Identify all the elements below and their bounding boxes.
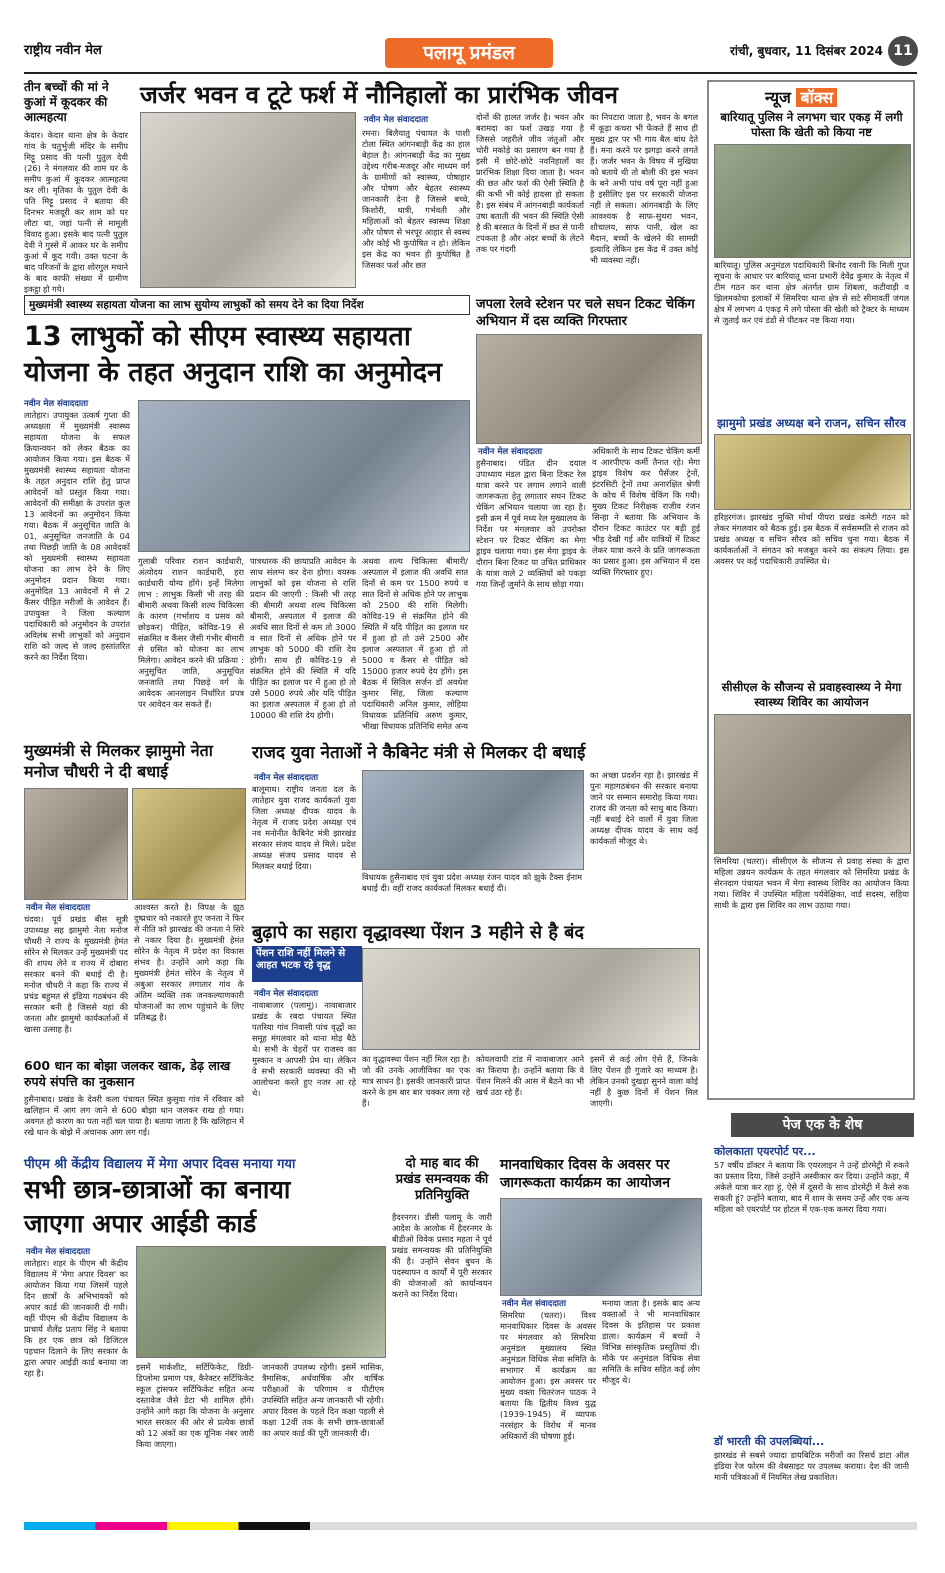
poppy-field-photo <box>714 144 911 258</box>
japla-headline: जपला रेलवे स्टेशन पर चले सघन टिकट चेकिंग अभियान में दस व्यक्ति गिरफ्तार <box>476 297 695 329</box>
manavadhikar-col1: सिमरिया (चतरा)। विश्व मानवाधिकार दिवस के अवसर पर मंगलवार को सिमरिया अनुमंडल मुख्यालय स्थित अनुमंडल विधिक सेवा समिति के सभागार में कार्यक्रम का आयोजन हुआ। इस अवसर पर मुख्य वक्ता चितरंजन पाठक ने बताया कि द्वितीय विश्व युद्ध (1939-1945) में व्यापक नरसंहार के विरोध में मानव अधिकारों की घोषणा हुई। <box>500 1310 596 1441</box>
samanvay-text: हैदरनगर। डीसी पलामू के जारी आदेश के आलोक में हैदरनगर के बीडीओ विवेक प्रसाद महता ने पूर्व प्रखंड समन्वयक की प्रतिनियुक्ति की है। उन्होंने सेवन बुधन के पदस्थापन व कार्यों में पूरी सरकार की योजनाओं को कार्यान्वयन कराने का निर्देश दिया। <box>392 1212 492 1299</box>
manavadhikar-headline: मानवाधिकार दिवस के अवसर पर जागरूकता कार्यक्रम का आयोजन <box>500 1157 670 1191</box>
shesh1-headline: कोलकाता एयरपोर्ट पर... <box>714 1145 816 1158</box>
samanvay-headline: दो माह बाद की प्रखंड समन्वयक की प्रतिनियुक्ति <box>395 1156 489 1203</box>
anganwadi-photo <box>140 112 356 288</box>
jarjar-headline: जर्जर भवन व टूटे फर्श में नौनिहालों का प्रारंभिक जीवन <box>140 81 618 109</box>
apaar-photo <box>136 1246 386 1358</box>
rjd-photo <box>362 770 584 870</box>
apaar-headline-1: सभी छात्र-छात्राओं का बनाया <box>24 1175 291 1204</box>
apaar-col3: जानकारी उपलब्ध रहेगी। इसमें मासिक, त्रैमासिक, अर्धवार्षिक और वार्षिक परीक्षाओं के परिणाम व पीटीएम उपस्थिति सहित अन्य जानकारी भी रहेगी। अपार दिवस के पहले दिन कक्षा पहली से कक्षा 12वीं तक के सभी छात्र-छात्राओं का अपार कार्ड की पूरी जानकारी दी। <box>262 1362 384 1438</box>
manavadhikar-byline: नवीन मेल संवाददाता <box>502 1299 567 1309</box>
manavadhikar-col2: मनाया जाता है। इसके बाद अन्य वक्ताओं ने भी मानवाधिकार दिवस के इतिहास पर प्रकाश डाला। कार्यक्रम में बच्चों ने विभिन्न सांस्कृतिक प्रस्तुतियां दी। मौके पर अनुमंडल विधिक सेवा समिति के सचिव सहित कई लोग मौजूद थे। <box>602 1298 700 1385</box>
vridhavastha-col2: का वृद्धावस्था पेंशन नहीं मिल रहा है। जो की उनके आजीविका का एक मात्र साधन है। इसकी जानकारी प्राप्त करने के हम बार बार चक्कर लगा रहे हैं। <box>362 1054 470 1108</box>
apaar-headline-2: जाएगा अपार आईडी कार्ड <box>24 1209 257 1238</box>
sidebar-item3-text: सिमरिया (चतरा)। सीसीएल के सौजन्य से प्रवाह संस्था के द्वारा महिला उन्नयन कार्यक्रम के तहत मंगलवार को सिमरिया प्रखंड के सेरनदाग पंचायत भवन में मेगा स्वास्थ्य शिविर का आयोजन किया गया। शिविर में उपस्थित महिला पर्यवेक्षिका, वार्ड सदस्य, सहिया साथी के द्वारा इस शिविर का लाभ उठाया गया। <box>714 856 909 910</box>
jmm-photo <box>714 434 911 510</box>
jalkhak-text: हुसैनाबाद। प्रखंड के देवरी कला पंचायत स्थित कुसुवा गांव में रविवार को खलिहान में आग लग जाने से 600 बोझा धान जलकर राख हो गया। अवगत हो कारण का पता नहीं चल पाया है। बताया जाता है कि खलिहान में रखे धान के बोझे में अचानक आग लग गई। <box>24 1094 244 1137</box>
manoj-photo-1 <box>24 788 128 900</box>
manoj-col2: आश्वस्त करते है। विपक्ष के झूठ दुष्प्रचार को नकारते हुए जनता ने फिर से नीति को झारखंड की जनता ने सिरे से नकार दिया है। मुख्यमंत्री हेमंत सोरेन के नेतृत्व में प्रदेश का विकास संभव है। उन्होंने आगे कहा कि मुख्यमंत्री हेमंत सोरेन के नेतृत्व में अबुआ सरकार लगातार गांव के अंतिम व्यक्ति तक जनकल्याणकारी योजनाओं का लाभ पहुंचाने के लिए प्रतिबद्ध है। <box>134 902 244 1022</box>
sidebar-item1-headline: बारियातू पुलिस ने लगभग चार एकड़ में लगी पोस्ता कि खेती को किया नष्ट <box>720 110 903 139</box>
rjd-col2: विधायक हुसैनाबाद एवं युवा प्रदेश अध्यक्ष रंजन यादव को झुके टैक्स ईनाम बधाई दी। वहीं राजद कार्यकर्ता मिलकर बधाई दी। <box>362 872 582 893</box>
vridhavastha-col4: इसमें से कई लोग ऐसे हैं, जिनके लिए पेंशन ही गुजारे का माध्यम है। लेकिन उनको दुखड़ा सुनने वाला कोई नहीं है कुछ दिनों में पेंशन मिल जाएगी। <box>590 1054 698 1108</box>
shesh-banner: पेज एक के शेष <box>731 1113 914 1137</box>
cm-col3: पात्रधारक की छायाप्रति आवेदन के साथ संलग्न कर देना होगा। वयस्क लाभुकों को इस योजना से राशि प्रदान की जाएगी : किसी भी तरह की बीमारी अथवा शल्य चिकित्सा बीमारी, अस्पताल में इलाज की अवधि सात दिनों से कम तो 3000 व सात दिनों से अधिक होने पर लाभुक को 5000 की राशि देय होगी। साथ ही कोविड-19 से संक्रमित होने की स्थिति में यदि पीड़ित का इलाज घर में हुआ हो तो उसे 5000 रुपये और यदि पीड़ित का इलाज अस्पताल में हुआ हो तो 10000 की राशि देय होगी। <box>250 556 356 720</box>
dateline: रांची, बुधवार, 11 दिसंबर 2024 <box>730 44 883 58</box>
rjd-col3: का अच्छा प्रदर्शन रहा है। झारखंड में पुनः महागठबंधन की सरकार बनाया जाने पर सम्मान समारोह किया गया। राजद की जनता को साधु बाद किया। नहीं बधाई देने वालों में युवा जिला अध्यक्ष दीपक यादव के साथ कई कार्यकर्ता मौजूद थे। <box>590 770 698 846</box>
manoj-photo-2 <box>132 788 246 900</box>
japla-photo <box>476 334 702 444</box>
jarjar-col3: का निपटारा जाता है, भवन के बगल में कूड़ा कचरा भी फेंकते हैं साथ ही मुख्य द्वार पर भी गाय बैल बांध देते हैं। मना करने पर झगड़ा करने लगते हैं। जर्जर भवन के विषय में मुखिया को बताये थी तो बोली की इस भवन के बने अभी पांच वर्ष पूरा नहीं हुआ है इसीलिए इस पर सरकारी योजना नहीं ले सकता। आंगनबाड़ी के लिए आवश्यक है साफ-सुथरा भवन, शौचालय, साफ पानी, खेल का मैदान, बच्चों के खेलने की सामग्री इत्यादि लेकिन इस केंद्र में उक्त कोई भी व्यवस्था नहीं। <box>590 112 698 265</box>
apaar-col1: लातेहार। शहर के पीएम श्री केंद्रीय विद्यालय में 'मेगा अपार दिवस' का आयोजन किया गया जिसमें पहले दिन छात्रों के अभिभावकों को अपार कार्ड की जानकारी दी गयी। वहीं पीएम श्री केंद्रीय विद्यालय के प्राचार्य शैलेंद्र प्रताप सिंह ने बताया कि हर एक छात्र को डिजिटल पहचान दिलाने के लिए सरकार के द्वारा अपार आईडी कार्ड बनाया जा रहा है। <box>24 1258 128 1378</box>
manavadhikar-photo <box>500 1198 702 1296</box>
health-camp-photo <box>714 714 911 854</box>
header-rule <box>24 72 917 74</box>
manoj-headline: मुख्यमंत्री से मिलकर झामुमो नेता मनोज चौधरी ने दी बधाई <box>24 741 213 781</box>
vridhavastha-byline: नवीन मेल संवाददाता <box>254 989 319 999</box>
cm-headline-2: योजना के तहत अनुदान राशि का अनुमोदन <box>24 357 443 388</box>
jalkhak-headline: 600 धान का बोझा जलकर खाक, डेढ़ लाख रुपये संपत्ति का नुकसान <box>24 1058 231 1089</box>
shesh2-headline: डॉ भारती की उपलब्धियां... <box>714 1435 825 1448</box>
sidebar-item2-headline: झामुमो प्रखंड अध्यक्ष बने राजन, सचिन सौरव <box>717 416 906 430</box>
shesh2-text: झारखंड से सबसे ज्यादा डायबिटिक मरीजों का रिसर्च डाटा ऑल इंडिया रेज फोरम की वेबसाइट पर उपलब्ध कराया। देश की जानी मानी पत्रिकाओं में नियमित लेख प्रकाशित। <box>714 1450 909 1482</box>
cm-headline-1: 13 लाभुकों को सीएम स्वास्थ्य सहायता <box>24 321 411 352</box>
vridhavastha-col1: नावाबाजार (पलामू)। नावाबाजार प्रखंड के रबदा पंचायत स्थित पतरिया गांव निवासी पांच वृद्धों का समूह मंगलवार को थाना मोड़ बैठे थे। सभी के चेहरों पर राजस्व का मुस्कान व आपसी प्रेम था। लेकिन वे सभी सरकारी व्यवस्था की भी आलोचना करते हुए नजर आ रहे थे। <box>252 1000 356 1098</box>
cm-col1: लातेहार। उपायुक्त उत्कर्ष गुप्ता की अध्यक्षता में मुख्यमंत्री स्वास्थ्य सहायता योजना के सफल क्रियान्वयन को लेकर बैठक का आयोजन किया गया। इस बैठक में मुख्यमंत्री स्वास्थ्य सहायता योजना के तहत अनुदान राशि हेतु प्राप्त आवेदनों को प्रस्तुत किया गया। आवेदनों की समीक्षा के उपरांत कुल 13 आवेदनों का अनुमोदन किया गया। बैठक में अनुसूचित जाति के 01, अनुसूचित जनजाति के 04 तथा पिछड़ी जाति के 08 आवेदकों को मुख्यमंत्री स्वास्थ्य सहायता योजना का लाभ देने के लिए अनुमोदन प्रदान किया गया। अनुमोदित 13 आवेदनों में से 2 कैंसर पीड़ित मरीजों के आवेदन हैं। उपायुक्त ने जिला कल्याण पदाधिकारी को अनुमोदन के उपरांत अविलंब सभी लाभुकों को अनुदान राशि को जल्द से जल्द हस्तांतरित करने का निर्देश दिया। <box>24 410 130 662</box>
apaar-kicker: पीएम श्री केंद्रीय विद्यालय में मेगा अपार दिवस मनाया गया <box>24 1157 296 1172</box>
news-box-label-2: बॉक्स <box>796 88 837 107</box>
suicide-headline: तीन बच्चों की मां ने कुआं में कूदकर की आत्महत्या <box>24 80 109 124</box>
rjd-byline: नवीन मेल संवाददाता <box>254 773 319 783</box>
suicide-text: केदार। केदार थाना क्षेत्र के केदार गांव के चतुर्भुजी मंदिर के समीप मिट्टू प्रसाद की पत्नी पुतुल देवी (26) ने मंगलवार की शाम घर के समीप कुआं में कूदकर आत्महत्या कर ली। मृतिका के पुतुल देवी के पति मिट्टू प्रसाद ने बताया की दिनभर मजदूरी कर शाम को घर लौटा था, जहां पत्नी से मामूली विवाद हुआ। इसके बाद पत्नी पुतुल देवी ने गुस्से में आकर घर के समीप कुआं में कूद गयी। उक्त घटना के बाद परिजनों के द्वारा शोरगुल मचाने के बाद काफी संख्या में ग्रामीण इकट्ठा हो गये। <box>24 130 128 294</box>
japla-col2: अधिकारी के साथ टिकट चेकिंग कर्मी व आरपीएफ कर्मी तैनात रहे। मेगा ड्राइव विशेष कर पैसेंजर ट्रेनों, इंटरसिटी ट्रेनों तथा अनारक्षित श्रेणी के कोच में विशेष चेकिंग कि गयी। मुख्य टिकट निरीक्षक राजीव रंजन सिन्हा ने बताया कि अभियान के दौरान टिकट काउंटर पर बड़ी हुई भीड़ देखी गई और यात्रियों में टिकट लेकर यात्रा करने के प्रति जागरूकता का प्रसार हुआ। इस अभियान में दस व्यक्ति गिरफ्तार हुए। <box>592 446 700 577</box>
apaar-byline: नवीन मेल संवाददाता <box>26 1247 91 1257</box>
jarjar-col2: दोनों की हालत जर्जर है। भवन और बरामदा का फर्श उखड़ गया है जिससे जहरीले जीव जंतुओं और चोरी मकोड़े का प्रसारण बन गया है इसी में छोटे-छोटे नवनिहालों का प्रारंभिक शिक्षा दिया जाता है। भवन की छत और फर्श की ऐसी स्थिति है की कभी भी कोई हादसा हो सकता है। इस संबंध में आंगनबाड़ी कार्यकर्ता उषा बताती की भवन की स्थिति ऐसी है की बरसात के दिनों में छत से पानी टपकता है और अंदर बच्चों के लेटने तक पर गंदगी <box>476 112 584 254</box>
section-banner: पलामू प्रमंडल <box>385 38 553 68</box>
news-box-title <box>765 86 837 108</box>
cm-col2: गुलाबी परिवार राशन कार्डधारी, अंत्योदय राशन कार्डधारी, हरा कार्डधारी योग्य होंगे। इन्हें मिलेगा लाभ : लाभुक किसी भी तरह की बीमारी अथवा किसी शल्य चिकित्सा के कारण (गर्भाशय व प्रसव को छोड़कर) पीड़ित, कोविड-19 से संक्रमित व कैंसर जैसी गंभीर बीमारी से ग्रसित को योजना का लाभ मिलेगा। आवेदन करने की प्रक्रिया : अनुसूचित जाति, अनुसूचित जनजाति तथा पिछड़े वर्ग के आवेदक आनलाइन निर्धारित प्रपत्र पर आवेदन कर सकते हैं। <box>138 556 244 709</box>
japla-byline: नवीन मेल संवाददाता <box>478 447 543 457</box>
japla-col1: हुसैनाबाद। पंडित दीन दयाल उपाध्याय मंडल द्वारा बिना टिकट रेल यात्रा करने पर लगाम लगाने वाली जागरूकता हेतु लगातार सघन टिकट चेकिंग अभियान चलाया जा रहा है। इसी क्रम में पूर्व मध्य रेल मुख्यालय के निर्देश पर मंगलवार को उपरोक्त स्टेशन पर टिकट चेकिंग का मेगा ड्राइव चलाया गया। इस मेगा ड्राइव के दौरान बिना टिकट या उचित प्राधिकार के यात्रा वाले 2 व्यक्तियों को पकड़ा गया जिन्हें जुर्माने के साथ छोड़ा गया। <box>476 458 586 589</box>
vridhavastha-subhead: पेंशन राशि नहीं मिलने से आहत भटक रहे वृद्ध <box>252 946 362 982</box>
vridhavastha-col3: कोयलवापी टांड में नावाबाजार आने का किराया है। उन्होंने बताया कि वे पेंशन मिलने की आस में बैठने का भी खर्च उठा रहे हैं। <box>476 1054 584 1097</box>
elderly-photo <box>362 948 700 1050</box>
cm-col4: अथवा शल्य चिकित्सा बीमारी/अस्पताल में इलाज की अवधि सात दिनों से कम पर 1500 रुपये व सात दिनों से अधिक होने पर लाभुक को 2500 की राशि मिलेगी। कोविड-19 से संक्रमित होने की स्थिति में यदि पीड़ित का इलाज घर में हुआ हो तो उसे 2500 और इलाज अस्पताल में हुआ हो तो 5000 व कैंसर से पीड़ित को 15000 हजार रुपये देय होंगे। इस बैठक में सिविल सर्जन डॉ अवधेश कुमार सिंह, जिला कल्याण पदाधिकारी अनिल कुमार, लोहिया विधायक प्रतिनिधि अरुण कुमार, भीखा विधायक प्रतिनिधि समेत अन्य <box>362 556 468 730</box>
sidebar-item1-text: बारियातू। पुलिस अनुमंडल पदाधिकारी बिनोद रवानी कि मिली गुप्त सूचना के आधार पर बारियातू थाना प्रभारी देवेंद्र कुमार के नेतृत्व में टीम गठन कर थाना क्षेत्र अंतर्गत ग्राम शिबला, कटीवाड़ी व झिलमकोचा इलाकों में सिमरिया थाना क्षेत्र से सटे सीमावर्ती जंगल क्षेत्र में लगभग 4 एकड़ में लगे पोस्ता की खेती को ट्रैक्टर के माध्यम से जुताई कर एवं डंडों से पीटकर नष्ट किया गया। <box>714 260 909 325</box>
paper-name: राष्ट्रीय नवीन मेल <box>24 43 102 58</box>
rjd-col1: बालूमाथ। राष्ट्रीय जनता दल के लातेहार युवा राजद कार्यकर्ता युवा जिला अध्यक्ष दीपक यादव के नेतृत्व में राजद प्रदेश अध्यक्ष एवं नव मनोनीत कैबिनेट मंत्री झारखंड सरकार संजय यादव से मिले। प्रदेश अध्यक्ष संजय प्रसाद यादव से मिलकर बधाई दिया। <box>252 784 356 871</box>
print-color-bar <box>24 1522 917 1530</box>
rjd-headline: राजद युवा नेताओं ने कैबिनेट मंत्री से मिलकर दी बधाई <box>252 743 586 763</box>
vridhavastha-headline: बुढ़ापे का सहारा वृद्धावस्था पेंशन 3 महीने से है बंद <box>252 922 584 943</box>
jarjar-byline: नवीन मेल संवाददाता <box>364 115 429 125</box>
manoj-col1: चंदवा। पूर्व प्रखंड बीस सूत्री उपाध्यक्ष सह झामुमो नेता मनोज चौधरी ने राज्य के मुख्यमंत्री हेमंत सोरेन से मिलकर उन्हें मुख्यमंत्री पद की शपथ लेने व राज्य में दोबारा सरकार बनने की बधाई दी है। मनोज चौधरी ने कहा कि राज्य में प्रचंड बहुमत से इंडिया गठबंधन की सरकार बनी है जिससे यहां की जनता और झामुमो कार्यकर्ताओं में खासा उत्साह है। <box>24 914 128 1034</box>
jarjar-col1: रमना। बिलैयातु पंचायत के पाशी टोला स्थित आंगनबाड़ी केंद्र का हाल बेहाल है। आंगनबाड़ी केंद्र का मुख्य उद्देश्य गरीब-मजदूर और माध्यम वर्ग के ग्रामीणों को स्वास्थ्य, पोषाहार और पोषण और बेहतर स्वास्थ्य जानकारी देना है जिससे बच्चे, किशोरी, धात्री, गर्भवती और महिलाओं को बेहतर स्वास्थ्य शिक्षा और पोषण से भरपूर आहार से स्वस्थ और कोई भी कुपोषित न हो। लेकिन इस केंद्र का भवन ही कुपोषित है जिसका फर्श और छत <box>362 128 470 270</box>
shesh1-text: 57 वर्षीय डॉक्टर ने बताया कि एयरलाइन ने उन्हें डोरमेट्री में रुकने का प्रस्ताव दिया, जिसे उन्होंने अस्वीकार कर दिया। उन्होंने कहा, मैं अकेले यात्रा कर रहा हूं, ऐसे में दूसरों के साथ डोरमेट्री में कैसे रुक सकती हूं? उन्होंने बताया, बाद में शाम के समय उन्हें और एक अन्य महिला को एयरपोर्ट पर होटल में एक-एक कमरा दिया गया। <box>714 1160 909 1214</box>
cm-meeting-photo <box>138 400 470 552</box>
sidebar-item2-text: हरिहरगंज। झारखंड मुक्ति मोर्चा पीपरा प्रखंड कमेटी गठन को लेकर मंगलवार को बैठक हुई। इस बैठक में सर्वसम्मति से राजन को प्रखंड अध्यक्ष व सचिन सौरव को सचिव चुना गया। बैठक में कार्यकर्ताओं ने संगठन को मजबूत करने का संकल्प लिया। इस अवसर पर कई पदाधिकारी उपस्थित थे। <box>714 512 909 566</box>
page-number: 11 <box>888 36 918 66</box>
news-box-label-1: न्यूज <box>765 88 791 107</box>
apaar-col2: इसमें मार्कशीट, सर्टिफिकेट, डिग्री-डिप्लोमा प्रमाण पत्र, कैरेक्टर सर्टिफिकेट स्कूल ट्रांसफर सर्टिफिकेट सहित अन्य दस्तावेज जैसे डेटा भी शामिल होंगे। उन्होंने आगे कहा कि योजना के अनुसार भारत सरकार की ओर से प्रत्येक छात्रों को 12 अंकों का एक यूनिक नंबर जारी किया जाएगा। <box>136 1362 254 1449</box>
manoj-byline: नवीन मेल संवाददाता <box>26 903 91 913</box>
cm-byline: नवीन मेल संवाददाता <box>24 399 89 409</box>
cm-kicker: मुख्यमंत्री स्वास्थ्य सहायता योजना का लाभ सुयोग्य लाभुकों को समय देने का दिया निर्देश <box>24 295 470 315</box>
sidebar-item3-headline: सीसीएल के सौजन्य से प्रवाहस्वास्थ्य ने मेगा स्वास्थ्य शिविर का आयोजन <box>721 680 902 709</box>
